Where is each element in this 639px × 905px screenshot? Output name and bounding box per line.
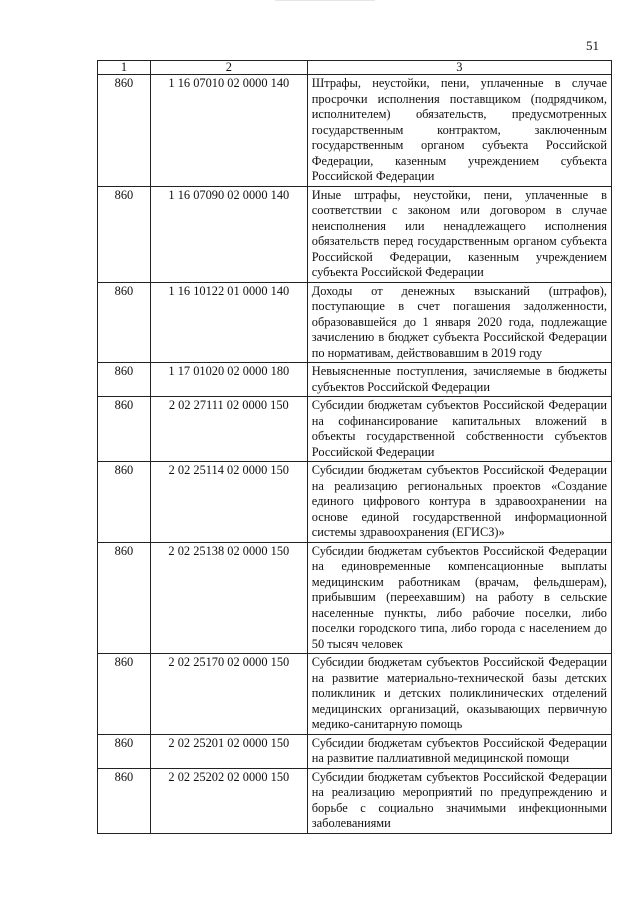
budget-code-cell: 2 02 27111 02 0000 150	[150, 397, 307, 462]
description-cell: Штрафы, неустойки, пени, уплаченные в случае просрочки исполнения поставщиком (подрядчиком, исполнителем) обязательств, предусмотренных государственным контрактом, заключенным государственным органом субъекта Российской Федерации, казенным учреждением субъекта Российской Федерации	[307, 75, 611, 187]
description-cell: Субсидии бюджетам субъектов Российской Федерации на единовременные компенсационные выплаты медицинским работникам (врачам, фельдшерам), прибывшим (переехавшим) на работу в сельские населенные пункты, либо рабочие поселки, либо поселки городского типа, либо города с населением до 50 тысяч человек	[307, 542, 611, 654]
budget-code-cell: 2 02 25114 02 0000 150	[150, 462, 307, 543]
description-cell: Субсидии бюджетам субъектов Российской Федерации на реализацию региональных проектов «Создание единого цифрового контура в здравоохранении на основе единой государственной информационной системы здравоохранения (ЕГИСЗ)»	[307, 462, 611, 543]
admin-code-cell: 860	[98, 654, 151, 735]
budget-code-cell: 2 02 25202 02 0000 150	[150, 768, 307, 833]
admin-code-cell: 860	[98, 75, 151, 187]
admin-code-cell: 860	[98, 768, 151, 833]
budget-code-cell: 1 16 10122 01 0000 140	[150, 282, 307, 363]
table-row	[98, 397, 612, 462]
table-row	[98, 654, 612, 735]
budget-code-cell: 1 17 01020 02 0000 180	[150, 363, 307, 397]
table-row	[98, 542, 612, 654]
description-cell: Субсидии бюджетам субъектов Российской Федерации на софинансирование капитальных вложений в объекты государственной собственности субъектов Российской Федерации	[307, 397, 611, 462]
admin-code-cell: 860	[98, 462, 151, 543]
admin-code-cell: 860	[98, 397, 151, 462]
admin-code-cell: 860	[98, 734, 151, 768]
description-cell: Субсидии бюджетам субъектов Российской Федерации на развитие материально-технической базы детских поликлиник и детских поликлинических отделений медицинских организаций, оказывающих первичную медико-санитарную помощь	[307, 654, 611, 735]
table-row	[98, 282, 612, 363]
table-header-row	[98, 61, 612, 75]
admin-code-cell: 860	[98, 542, 151, 654]
table-row	[98, 768, 612, 833]
budget-code-cell: 2 02 25201 02 0000 150	[150, 734, 307, 768]
column-header-2: 2	[150, 61, 307, 75]
budget-code-cell: 1 16 07010 02 0000 140	[150, 75, 307, 187]
column-header-3: 3	[307, 61, 611, 75]
budget-classification-table	[97, 60, 612, 834]
budget-code-cell: 1 16 07090 02 0000 140	[150, 186, 307, 282]
description-cell: Субсидии бюджетам субъектов Российской Федерации на развитие паллиативной медицинской помощи	[307, 734, 611, 768]
table-row	[98, 186, 612, 282]
description-cell: Иные штрафы, неустойки, пени, уплаченные в соответствии с законом или договором в случае неисполнения или ненадлежащего исполнения обязательств перед государственным органом субъекта Российской Федерации, казенным учреждением субъекта Российской Федерации	[307, 186, 611, 282]
table-row	[98, 734, 612, 768]
description-cell: Доходы от денежных взысканий (штрафов), поступающие в счет погашения задолженности, образовавшейся до 1 января 2020 года, подлежащие зачислению в бюджет субъекта Российской Федерации по нормативам, действовавшим в 2019 году	[307, 282, 611, 363]
page-number: 51	[586, 38, 599, 53]
description-cell: Невыясненные поступления, зачисляемые в бюджеты субъектов Российской Федерации	[307, 363, 611, 397]
description-cell: Субсидии бюджетам субъектов Российской Федерации на реализацию мероприятий по предупреждению и борьбе с социально значимыми инфекционными заболеваниями	[307, 768, 611, 833]
table-row	[98, 363, 612, 397]
table-row	[98, 75, 612, 187]
admin-code-cell: 860	[98, 363, 151, 397]
column-header-1: 1	[98, 61, 151, 75]
table-row	[98, 462, 612, 543]
budget-code-cell: 2 02 25138 02 0000 150	[150, 542, 307, 654]
budget-code-cell: 2 02 25170 02 0000 150	[150, 654, 307, 735]
admin-code-cell: 860	[98, 282, 151, 363]
scan-edge-mark	[275, 0, 375, 1]
admin-code-cell: 860	[98, 186, 151, 282]
